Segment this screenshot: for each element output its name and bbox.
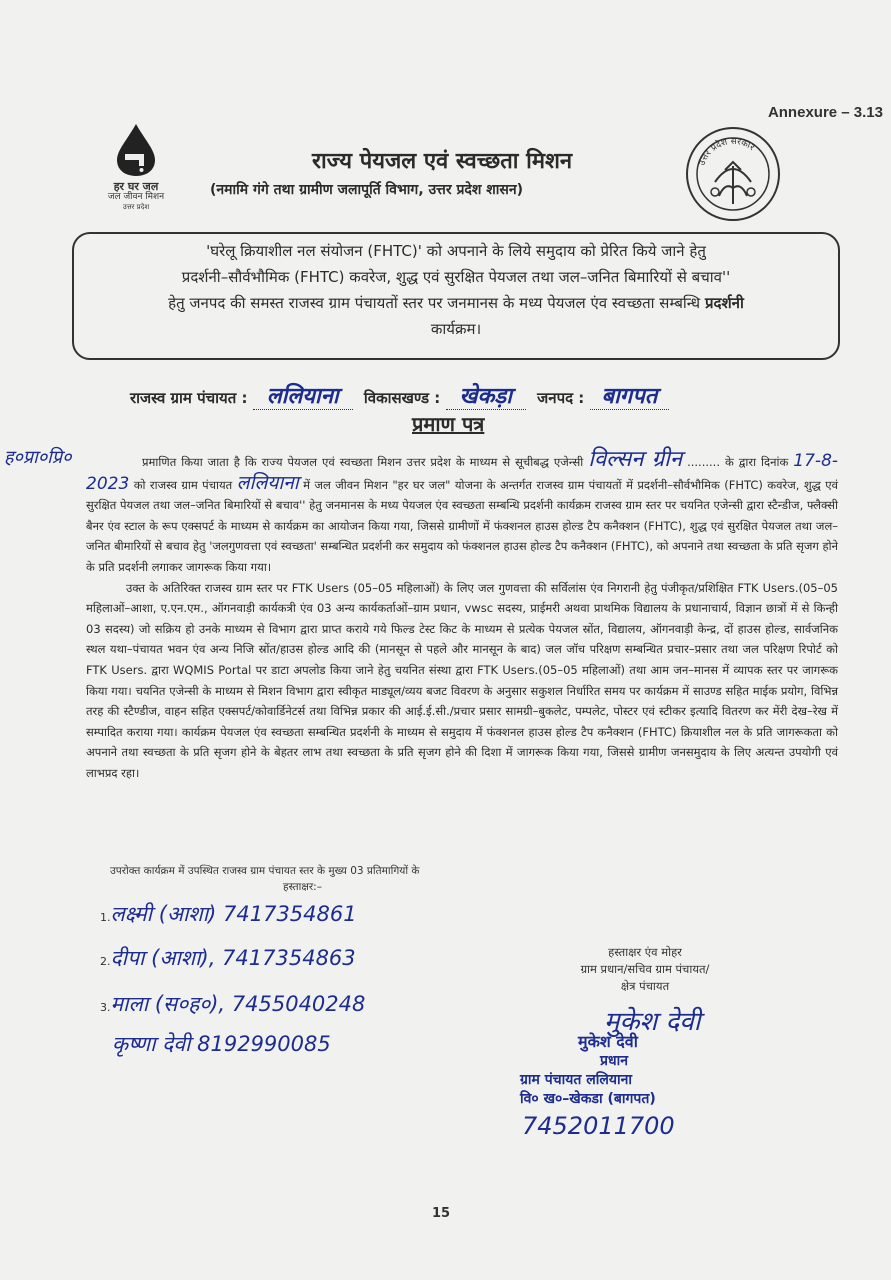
p1-part-d: में जल जीवन मिशन "हर घर जल" योजना के अन्तर्गत राजस्व ग्राम पंचायतों में प्रदर्शनी–सौर्वभौमिक (FHTC) कवरेज, शुद्ध एवं सुरक्षित पेयजल तथा जल–जनित बिमारियों से बचाव'' हेतु जनमानस के मध्य पेयजल एंव स्वच्छता सम्बन्धि प्रदर्शनी कार्यक्रम राजस्व ग्राम स्तर पर चयनित एजेन्सी द्वारा स्टैन्डीज, फ्लैक्सी बैनर एंव स्टाल के रूप एक्सपर्ट के माध्यम से कार्यक्रम का आयोजन किया गया, जिससे ग्रामीणों में फंक्शनल हाउस होल्ड टैप कनैक्शन (FHTC), शुद्ध एवं सुरक्षित पेयजल तथा जल–जनित बीमारियों से बचाव हेतु 'जलगुणवत्ता एवं स्वच्छता' सम्बन्धित प्रदर्शनी कर समुदाय को फंक्शनल हाउस होल्ड टैप कनैक्शन (FHTC), को अपनाने तथा स्वच्छता के प्रति सृजग होने के प्रति प्रदर्शनी लगाकर जागरूक किया गया।	[86, 477, 839, 574]
seal-line1: ग्राम पंचायत ललियाना	[520, 1072, 632, 1088]
paragraph-1	[4, 447, 839, 578]
program-title-text	[76, 238, 836, 342]
pradhan-signature: मुकेश देवी	[604, 1007, 701, 1037]
vikas-label: विकासखण्ड :	[363, 389, 441, 407]
p1-part-c: को राजस्व ग्राम पंचायत	[133, 477, 233, 492]
signatory-4	[112, 1030, 331, 1058]
signatory-text: माला (स०ह०), 7455040248	[110, 992, 366, 1016]
pradhan-name: मुकेश देवी	[578, 1032, 638, 1051]
p1-part-b: ......... के द्वारा दिनांक	[687, 455, 789, 469]
p1-part-a: प्रमाणित किया जाता है कि राज्य पेयजल एवं स्वच्छता मिशन उत्तर प्रदेश के माध्यम से सूचीबद्ध एजेन्सी	[142, 455, 584, 469]
location-fields	[130, 380, 669, 410]
signatory-num: 3.	[100, 1001, 111, 1014]
signatory-text: कृष्णा देवी 8192990085	[112, 1032, 331, 1056]
program-title-line4: कार्यक्रम।	[430, 320, 482, 338]
signature-stamp-label	[545, 944, 745, 995]
program-title-line2: प्रदर्शनी–सौर्वभौमिक (FHTC) कवरेज, शुद्ध एवं सुरक्षित पेयजल तथा जल–जनित बिमारियों से बचाव''	[181, 268, 731, 286]
svg-text:उत्तर प्रदेश सरकार	[697, 137, 756, 167]
water-drop-icon	[113, 122, 159, 178]
seal-line2: वि० ख०–खेकडा (बागपत)	[520, 1091, 656, 1107]
gram-value: ललियाना	[253, 384, 353, 410]
janpad-label: जनपद :	[537, 389, 585, 407]
logo-line3: उत्तर प्रदेश	[122, 203, 150, 211]
stamp-line2: ग्राम प्रधान/सचिव ग्राम पंचायत/	[580, 962, 710, 976]
stamp-line3: क्षेत्र पंचायत	[620, 979, 670, 993]
annexure-label: Annexure – 3.13	[767, 104, 883, 121]
handwritten-prefix: ह०प्रा०प्रि०	[4, 447, 72, 468]
signatory-1	[100, 900, 357, 928]
signatory-num: 1.	[100, 911, 111, 924]
signatory-num: 2.	[100, 955, 111, 968]
emblem-icon	[685, 126, 781, 222]
page-number: 15	[432, 1206, 451, 1221]
signatories-intro: उपरोक्त कार्यक्रम में उपस्थित राजस्व ग्राम पंचायत स्तर के मुख्य 03 प्रतिमागियों के	[110, 865, 420, 877]
signatory-text: दीपा (आशा), 7417354863	[110, 946, 356, 970]
pradhan-role: प्रधान	[600, 1053, 628, 1069]
signatory-2	[100, 944, 356, 972]
seal-text: उत्तर प्रदेश सरकार	[697, 136, 756, 168]
pradhan-seal	[520, 1052, 720, 1109]
janpad-value: बागपत	[590, 384, 670, 410]
program-title-line1: 'घरेलू क्रियाशील नल संयोजन (FHTC)' को अपनाने के लिये समुदाय को प्रेरित किये जाने हेतु	[206, 242, 706, 260]
program-title-line3-text: हेतु जनपद की समस्त राजस्व ग्राम पंचायतों स्तर पर जनमानस के मध्य पेयजल एंव स्वच्छता सम्बन्धि	[168, 294, 701, 312]
handwritten-village: ललियाना	[236, 471, 299, 494]
page-title: राज्य पेयजल एवं स्वच्छता मिशन	[312, 149, 573, 174]
gram-label: राजस्व ग्राम पंचायत :	[130, 389, 248, 407]
signatories-intro2: हस्ताक्षर:–	[283, 881, 322, 893]
logo-line2: जल जीवन मिशन	[107, 192, 165, 202]
program-title-line3-bold: प्रदर्शनी	[704, 294, 744, 312]
signatory-text: लक्ष्मी (आशा) 7417354861	[110, 902, 357, 926]
page-subtitle: (नमामि गंगे तथा ग्रामीण जलापूर्ति विभाग, उत्तर प्रदेश शासन)	[210, 182, 524, 198]
handwritten-date: 17-8-2023	[86, 451, 839, 494]
certificate-title: प्रमाण पत्र	[412, 412, 485, 436]
vikas-value: खेकड़ा	[446, 384, 526, 410]
har-ghar-jal-logo	[96, 122, 176, 212]
logo-line1: हर घर जल	[113, 180, 159, 193]
paragraph-2: उक्त के अतिरिक्त राजस्व ग्राम स्तर पर FTK Users (05–05 महिलाओं) के लिए जल गुणवत्ता की सर्विलांस एंव निगरानी हेतु पंजीकृत/प्रशिक्षित FTK Users.(05–05 महिलाओं–आशा, ए.एन.एम., ऑगनवाड़ी कार्यकत्री एंव 03 अन्य कार्यकर्ताओं–ग्राम प्रधान, vwsc सदस्य, प्राईमरी अथवा प्राथमिक विद्यालय के प्रधानाचार्य, विज्ञान छात्रों में से किन्ही 03 सदस्य) जो सक्रिय हो उनके माध्यम से विभाग द्वारा प्राप्त कराये गये फिल्ड टेस्ट किट के माध्यम से प्रत्येक पेयजल स्रोंत, विद्यालय, ऑगनवाड़ी केन्द्र, दों हाउस होल्ड, सार्वजनिक स्थल यथा–पंचायत भवन एंव अन्य निजि स्रोंत/हाउस होल्ड आदि की (मानसून से पहले और मानसून के बाद) जल जॉच परिक्षण सम्बन्धित प्रचार–प्रसार तथा जल परिक्षण रिपोर्ट को FTK Users. द्वारा WQMIS Portal पर डाटा अपलोड किया जाने हेतु चयनित संस्था द्वारा FTK Users.(05–05 महिलाओं) तथा आम जन–मानस में व्यापक स्तर पर जागरूक किया गया। चयनित एजेन्सी के माध्यम से मिशन विभाग द्वारा स्वीकृत माड्यूल/व्यय बजट विवरण के अनुसार सकुशल निर्धारित समय पर कार्यक्रम में साउण्ड सहित माईक प्रयोग, विभिन्न तरह की स्टैण्डीज, वाहन सहित एक्सपर्ट/कोवार्डिनेटर्स तथा विभिन्न प्रकार की आई.ई.सी./प्रचार प्रसार सामग्री–बुकलेट, पम्पलेट, पोस्टर एवं स्टीकर इत्यादि वितरण कर मेंरी देख–रेख में सम्पादित कराया गया। कार्यक्रम पेयजल एंव स्वच्छता सम्बन्धित प्रदर्शनी के माध्यम से समुदाय में फंक्शनल हाउस होल्ड टैप कनैक्शन (FHTC) क्रियाशील नल के प्रति जागरूकता को अपनाने तथा स्वच्छता के प्रति सृजग होने के बेहतर लाभ तथा स्वच्छता के प्रति सृजग होने की दिशा में जागरूक किया गया, जिससे ग्रामीण जनसमुदाय के लिए अत्यन्त उपयोगी एवं लाभप्रद रहा।	[86, 580, 838, 780]
stamp-line1: हस्ताक्षर एंव मोहर	[608, 945, 682, 959]
certificate-body	[4, 447, 839, 784]
signatory-3	[100, 990, 365, 1018]
handwritten-agency: विल्सन ग्रीन	[588, 447, 683, 472]
program-title-line3	[76, 290, 836, 316]
up-government-seal	[685, 126, 781, 222]
pradhan-phone: 7452011700	[522, 1112, 675, 1140]
